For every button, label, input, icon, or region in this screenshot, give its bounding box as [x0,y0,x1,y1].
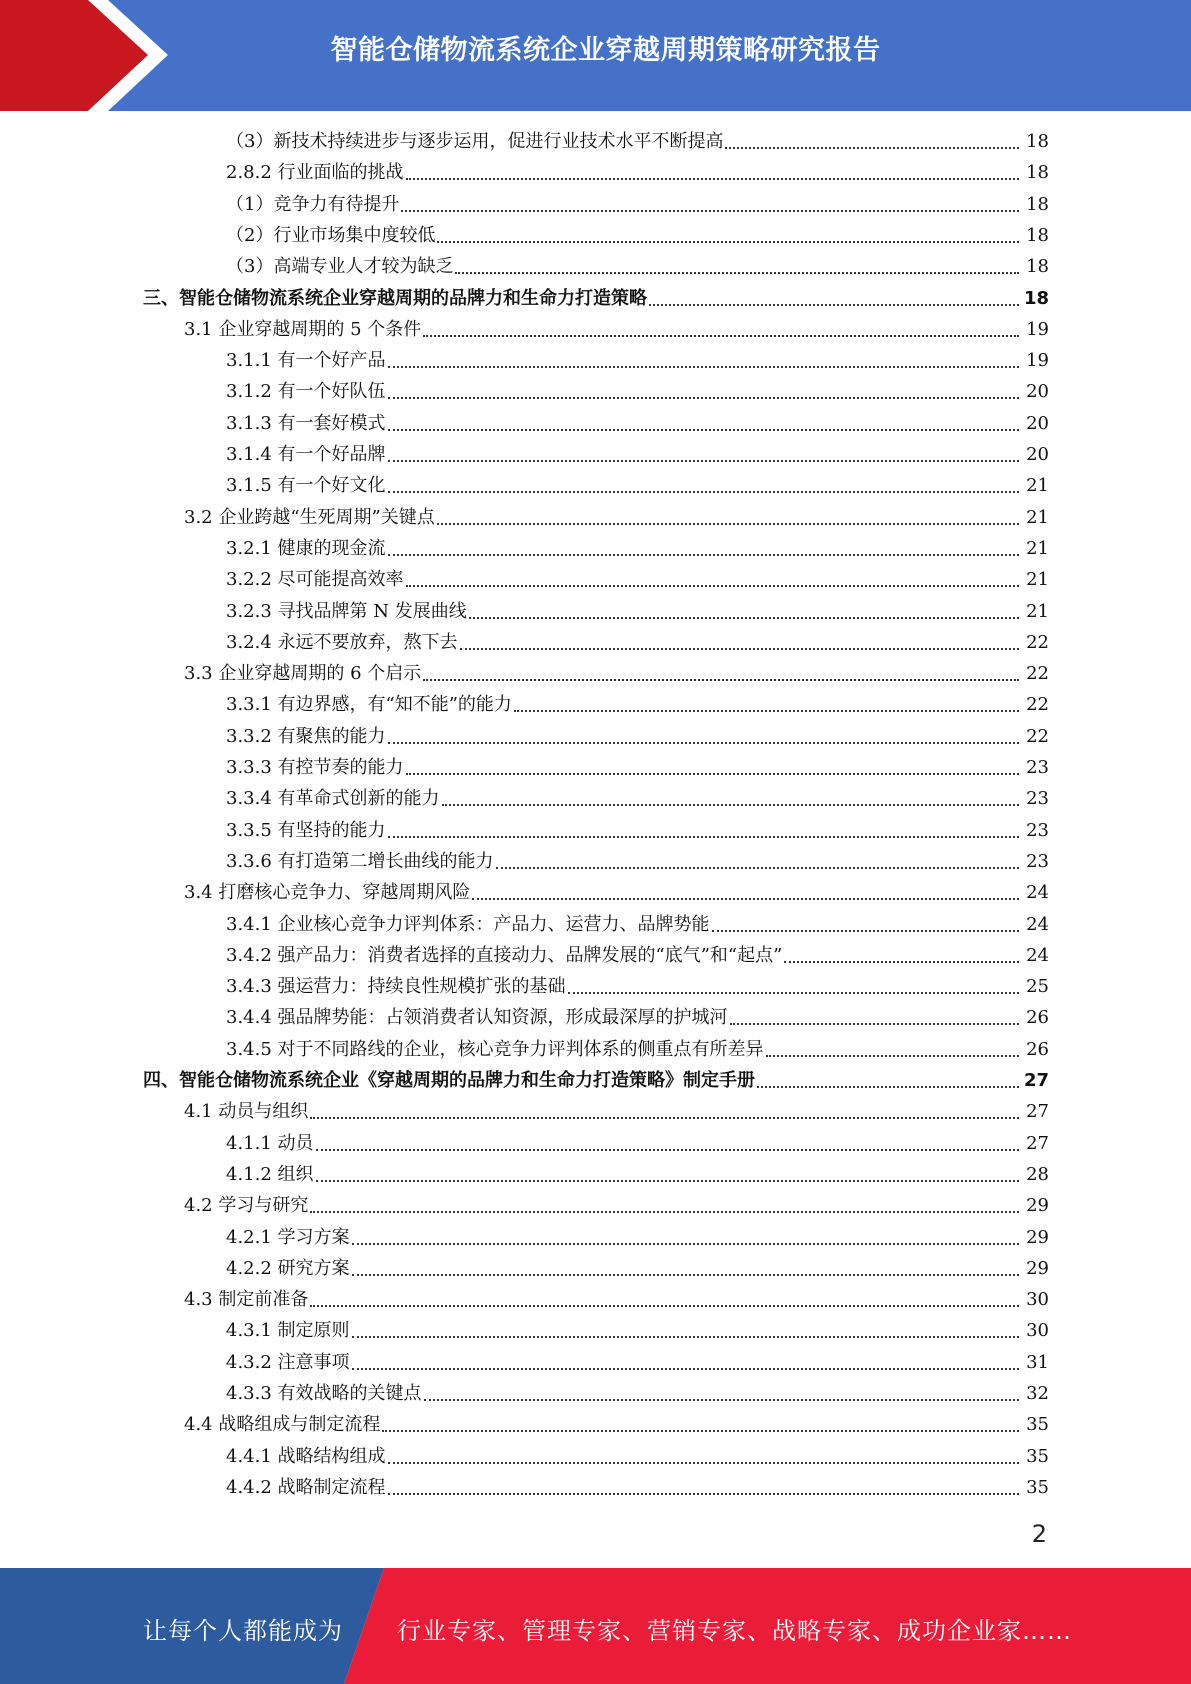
toc-entry-title: 制定原则 [277,1320,350,1342]
toc-entry-number: 4.2 [184,1195,219,1217]
toc-entry-page: 20 [1026,381,1049,403]
toc-entry-number: 4.1.2 [226,1163,278,1185]
toc-entry-title: 学习与研究 [218,1195,309,1217]
toc-entry-number: 3.1.4 [226,444,278,465]
toc-entry-title: 有聚焦的能力 [277,725,386,747]
toc-entry-title: 有效战略的关键点 [277,1383,422,1404]
toc-entry-title: 动员 [277,1132,314,1154]
toc-entry-number: 3.1.2 [226,381,278,403]
toc-entry-title: 有一个好产品 [277,350,386,372]
toc-entry[interactable] [0,1253,1191,1284]
toc-entry-page: 20 [1026,444,1049,465]
toc-entry-title: 企业核心竞争力评判体系：产品力、运营力、品牌势能 [277,913,710,935]
toc-dot-leader [435,220,1021,251]
toc-entry[interactable] [0,470,1191,501]
toc-entry-number: 4.1 [184,1101,219,1123]
toc-entry-number: 三、 [143,287,179,309]
toc-entry-title: 强运营力：持续良性规模扩张的基础 [277,976,566,998]
toc-entry-page: 26 [1026,1007,1049,1029]
toc-entry-page: 23 [1026,788,1049,810]
toc-entry-number: 3.2.3 [226,600,278,622]
toc-dot-leader [422,1378,1021,1409]
toc-entry-title: 企业跨越“生死周期”关键点 [218,506,435,528]
toc-entry-page: 18 [1023,287,1049,309]
toc-entry[interactable] [0,1315,1191,1346]
toc-entry-number: 3.4.3 [226,976,278,998]
toc-entry-number: 3.2.2 [226,569,278,591]
toc-dot-leader [386,408,1021,439]
toc-entry-page: 27 [1023,1070,1049,1091]
toc-entry[interactable] [0,1128,1191,1159]
toc-entry[interactable] [0,596,1191,627]
toc-dot-leader [764,1034,1021,1065]
toc-entry[interactable] [0,1347,1191,1378]
toc-entry[interactable] [0,439,1191,470]
toc-entry-page: 23 [1026,819,1049,841]
toc-entry-number: 3.2 [184,506,219,528]
toc-entry-number: 3.3 [184,663,219,685]
toc-entry[interactable] [0,502,1191,533]
toc-entry[interactable] [0,533,1191,564]
toc-entry-title: 有坚持的能力 [277,819,386,841]
toc-dot-leader [386,376,1021,407]
toc-entry-number: 3.1.5 [226,475,278,497]
toc-dot-leader [421,314,1021,345]
toc-entry-title: 行业面临的挑战 [277,162,404,184]
toc-entry-number: （3） [226,131,274,152]
toc-entry-page: 21 [1026,506,1049,528]
toc-entry-page: 22 [1026,663,1049,685]
toc-entry-page: 24 [1026,944,1049,966]
toc-dot-leader [782,940,1021,971]
toc-dot-leader [467,596,1021,627]
toc-entry-title: 高端专业人才较为缺乏 [273,256,454,278]
toc-dot-leader [350,1315,1021,1346]
toc-entry-number: 2.8.2 [226,162,278,184]
toc-dot-leader [755,1065,1021,1096]
toc-entry[interactable] [0,126,1191,157]
toc-entry-page: 18 [1026,162,1049,184]
toc-entry-page: 26 [1026,1038,1049,1060]
toc-entry-page: 23 [1026,757,1049,778]
toc-entry[interactable] [0,220,1191,251]
toc-entry[interactable] [0,564,1191,595]
toc-dot-leader [453,251,1021,282]
toc-entry-title: 战略结构组成 [277,1445,386,1467]
toc-entry[interactable] [0,283,1191,314]
toc-dot-leader [435,502,1021,533]
toc-dot-leader [386,1472,1021,1503]
toc-dot-leader [308,1096,1021,1127]
toc-entry[interactable] [0,783,1191,814]
toc-entry-title: 行业市场集中度较低 [273,224,436,246]
toc-entry[interactable] [0,189,1191,220]
page-footer [0,1568,1191,1684]
toc-entry-number: 4.4.1 [226,1445,278,1467]
toc-dot-leader [386,1441,1021,1472]
toc-entry-number: 3.4.1 [226,913,278,935]
toc-dot-leader [710,909,1021,940]
toc-entry-title: 智能仓储物流系统企业《穿越周期的品牌力和生命力打造策略》制定手册 [179,1070,755,1091]
toc-entry-page: 27 [1026,1132,1049,1154]
toc-entry-title: 有控节奏的能力 [277,757,404,778]
page-number: 2 [1031,1520,1047,1548]
toc-dot-leader [494,846,1021,877]
toc-entry-number: （1） [226,193,274,215]
toc-entry-number: 3.3.1 [226,694,278,716]
toc-entry-title: 企业穿越周期的 6 个启示 [218,663,422,685]
toc-entry-page: 30 [1026,1320,1049,1342]
toc-entry-title: 有打造第二增长曲线的能力 [277,850,494,872]
toc-entry-page: 19 [1026,318,1049,340]
header-title: 智能仓储物流系统企业穿越周期策略研究报告 [330,35,881,66]
toc-entry[interactable] [0,1159,1191,1190]
toc-entry-number: 3.2.4 [226,631,278,653]
toc-entry-page: 24 [1026,913,1049,935]
toc-entry-title: 有一套好模式 [277,412,386,434]
toc-entry-page: 31 [1026,1351,1049,1373]
toc-dot-leader [566,971,1021,1002]
toc-dot-leader [723,126,1021,157]
toc-entry-title: 强产品力：消费者选择的直接动力、品牌发展的“底气”和“起点” [277,944,783,966]
toc-dot-leader [404,752,1021,783]
toc-entry-title: 有边界感，有“知不能”的能力 [277,694,512,716]
toc-entry-page: 22 [1026,631,1049,653]
toc-entry-number: 3.3.5 [226,819,278,841]
toc-entry[interactable] [0,408,1191,439]
toc-entry[interactable] [0,1472,1191,1503]
toc-entry-number: 4.3.2 [226,1351,278,1373]
toc-entry[interactable] [0,1284,1191,1315]
toc-entry-title: 智能仓储物流系统企业穿越周期的品牌力和生命力打造策略 [179,287,647,309]
toc-entry-number: 4.3.1 [226,1320,278,1342]
toc-entry-page: 21 [1026,600,1049,622]
toc-entry-title: 竞争力有待提升 [273,193,400,215]
toc-entry[interactable] [0,689,1191,720]
toc-dot-leader [386,470,1021,501]
toc-dot-leader [647,283,1021,314]
toc-dot-leader [386,439,1021,470]
toc-entry[interactable] [0,1065,1191,1096]
toc-dot-leader [458,627,1021,658]
toc-entry[interactable] [0,846,1191,877]
toc-entry-title: 永远不要放弃，熬下去 [277,631,458,653]
toc-entry-page: 21 [1026,537,1049,559]
toc-entry[interactable] [0,971,1191,1002]
toc-entry[interactable] [0,1034,1191,1065]
toc-dot-leader [404,564,1021,595]
toc-entry-title: 健康的现金流 [277,537,386,559]
toc-entry-page: 22 [1026,694,1049,716]
toc-entry[interactable] [0,1222,1191,1253]
toc-entry-page: 28 [1026,1163,1049,1185]
toc-entry[interactable] [0,376,1191,407]
toc-entry-number: 4.2.1 [226,1226,278,1248]
toc-dot-leader [421,658,1021,689]
toc-entry-page: 21 [1026,569,1049,591]
toc-entry-number: 4.1.1 [226,1132,278,1154]
toc-entry-page: 19 [1026,350,1049,372]
toc-entry-number: 4.4.2 [226,1476,278,1498]
toc-entry[interactable] [0,157,1191,188]
toc-entry-page: 35 [1026,1476,1049,1498]
toc-entry[interactable] [0,314,1191,345]
toc-entry-number: 3.1.1 [226,350,278,372]
toc-entry-title: 注意事项 [277,1351,350,1373]
toc-entry-page: 29 [1026,1257,1049,1279]
toc-entry[interactable] [0,877,1191,908]
toc-dot-leader [440,783,1021,814]
footer-slogan-left: 让每个人都能成为 [143,1617,343,1645]
toc-entry-title: 组织 [277,1163,314,1185]
toc-entry-number: 3.4.2 [226,944,278,966]
toc-entry-page: 24 [1026,882,1049,904]
toc-entry-page: 23 [1026,850,1049,872]
toc-dot-leader [404,157,1021,188]
toc-entry-number: 4.4 [184,1414,219,1436]
toc-entry[interactable] [0,1441,1191,1472]
toc-entry-page: 22 [1026,725,1049,747]
toc-entry-title: 有一个好品牌 [277,444,386,465]
toc-entry-number: 3.2.1 [226,537,278,559]
toc-entry-title: 新技术持续进步与逐步运用，促进行业技术水平不断提高 [273,131,724,152]
toc-entry-title: 动员与组织 [218,1101,309,1123]
toc-dot-leader [314,1159,1021,1190]
toc-entry-page: 18 [1026,256,1049,278]
toc-entry-number: 4.2.2 [226,1257,278,1279]
toc-entry[interactable] [0,752,1191,783]
toc-entry-number: 4.3 [184,1289,219,1311]
toc-entry-number: （3） [226,256,274,278]
toc-dot-leader [350,1347,1021,1378]
toc-entry-number: 3.3.2 [226,725,278,747]
toc-dot-leader [350,1253,1021,1284]
toc-entry-title: 强品牌势能：占领消费者认知资源，形成最深厚的护城河 [277,1007,728,1029]
toc-entry[interactable] [0,1002,1191,1033]
toc-entry[interactable] [0,940,1191,971]
toc-entry-page: 29 [1026,1226,1049,1248]
toc-dot-leader [470,877,1021,908]
toc-dot-leader [386,721,1021,752]
toc-entry[interactable] [0,909,1191,940]
toc-entry-page: 21 [1026,475,1049,497]
toc-entry-title: 尽可能提高效率 [277,569,404,591]
toc-entry-page: 35 [1026,1414,1049,1436]
toc-entry-number: 4.3.3 [226,1383,278,1404]
toc-dot-leader [350,1222,1021,1253]
toc-entry-number: 3.3.6 [226,850,278,872]
toc-entry[interactable] [0,721,1191,752]
toc-entry[interactable] [0,627,1191,658]
toc-dot-leader [386,815,1021,846]
toc-entry-title: 制定前准备 [218,1289,309,1311]
toc-dot-leader [728,1002,1021,1033]
toc-entry-title: 对于不同路线的企业，核心竞争力评判体系的侧重点有所差异 [277,1038,764,1060]
toc-entry-page: 20 [1026,412,1049,434]
toc-entry-title: 学习方案 [277,1226,350,1248]
toc-entry-title: 研究方案 [277,1257,350,1279]
toc-entry-title: 有一个好文化 [277,475,386,497]
page-header [0,0,1191,111]
toc-entry-page: 18 [1026,193,1049,215]
toc-entry-page: 30 [1026,1289,1049,1311]
toc-entry[interactable] [0,251,1191,282]
toc-entry[interactable] [0,658,1191,689]
toc-entry-number: 3.3.3 [226,757,278,778]
toc-entry-number: 3.4.5 [226,1038,278,1060]
toc-entry-page: 18 [1026,224,1049,246]
toc-entry-title: 战略制定流程 [277,1476,386,1498]
toc-dot-leader [308,1284,1021,1315]
toc-dot-leader [399,189,1021,220]
toc-entry-number: 3.1.3 [226,412,278,434]
toc-entry-number: 3.1 [184,318,219,340]
toc-entry-page: 25 [1026,976,1049,998]
toc-entry-title: 战略组成与制定流程 [218,1414,381,1436]
toc-dot-leader [512,689,1021,720]
toc-entry-title: 打磨核心竞争力、穿越周期风险 [218,882,471,904]
toc-dot-leader [386,533,1021,564]
toc-dot-leader [314,1128,1021,1159]
toc-entry[interactable] [0,1378,1191,1409]
toc-entry-page: 27 [1026,1101,1049,1123]
toc-entry-title: 有一个好队伍 [277,381,386,403]
toc-entry-page: 29 [1026,1195,1049,1217]
toc-entry-number: 3.3.4 [226,788,278,810]
toc-entry-title: 有革命式创新的能力 [277,788,440,810]
toc-entry-page: 32 [1026,1383,1049,1404]
toc-dot-leader [380,1409,1021,1440]
toc-entry[interactable] [0,1409,1191,1440]
toc-entry-title: 企业穿越周期的 5 个条件 [218,318,422,340]
toc-entry[interactable] [0,815,1191,846]
toc-entry-number: 四、 [143,1070,179,1091]
toc-entry-number: （2） [226,224,274,246]
toc-dot-leader [386,345,1021,376]
toc-entry[interactable] [0,1096,1191,1127]
toc-entry-title: 寻找品牌第 N 发展曲线 [277,600,467,622]
toc-entry[interactable] [0,345,1191,376]
toc-dot-leader [308,1190,1021,1221]
toc-entry-page: 18 [1026,131,1049,152]
footer-slogan-right: 行业专家、管理专家、营销专家、战略专家、成功企业家…… [397,1617,1072,1645]
toc-entry-page: 35 [1026,1445,1049,1467]
toc-entry[interactable] [0,1190,1191,1221]
toc-entry-number: 3.4 [184,882,219,904]
toc-entry-number: 3.4.4 [226,1007,278,1029]
